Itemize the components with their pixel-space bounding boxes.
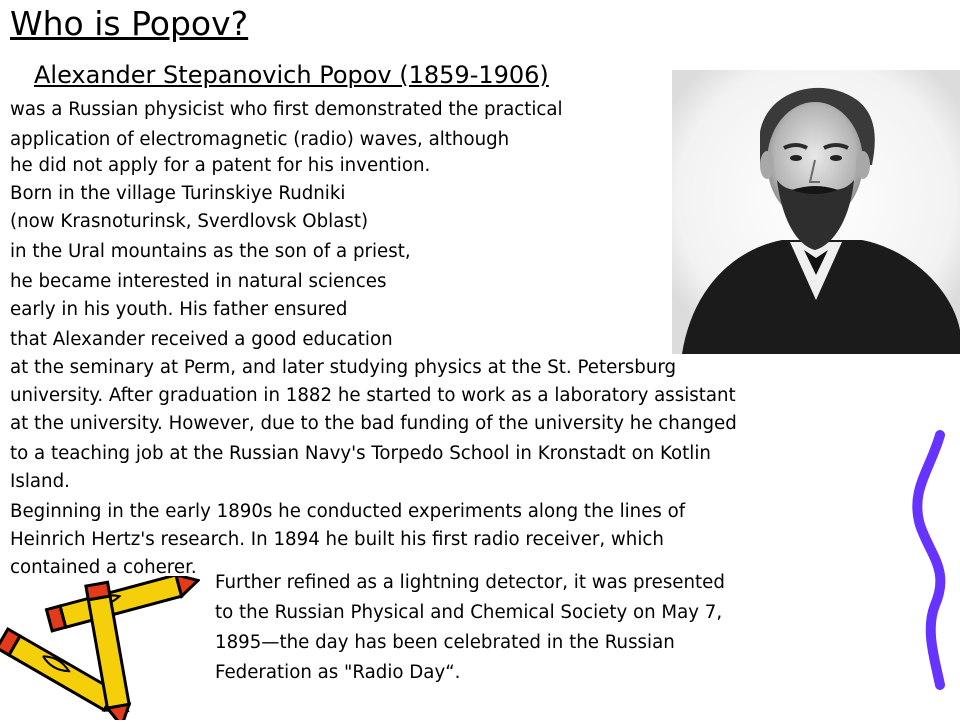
page-title: Who is Popov? <box>10 4 249 43</box>
body-line: application of electromagnetic (radio) waves, although <box>10 129 510 150</box>
body-line: university. After graduation in 1882 he started to work as a laboratory assistant <box>10 385 736 406</box>
note-line: to the Russian Physical and Chemical Society on May 7, <box>215 602 723 623</box>
body-line: that Alexander received a good education <box>10 329 393 350</box>
note-line: Further refined as a lightning detector, it was presented <box>215 572 725 593</box>
body-line: contained a coherer. <box>10 557 197 578</box>
body-line: at the seminary at Perm, and later studying physics at the St. Petersburg <box>10 357 677 378</box>
note-line: Federation as "Radio Day“. <box>215 662 461 683</box>
body-line: he did not apply for a patent for his invention. <box>10 155 431 176</box>
body-line: Beginning in the early 1890s he conducted experiments along the lines of <box>10 501 686 522</box>
body-line: was a Russian physicist who first demonstrated the practical <box>10 99 563 120</box>
purple-squiggle <box>900 430 960 690</box>
body-line: early in his youth. His father ensured <box>10 299 348 320</box>
body-line: (now Krasnoturinsk, Sverdlovsk Oblast) <box>10 211 369 232</box>
body-line: in the Ural mountains as the son of a priest, <box>10 241 411 262</box>
body-line: he became interested in natural sciences <box>10 271 387 292</box>
body-line: Heinrich Hertz's research. In 1894 he built his first radio receiver, which <box>10 529 664 550</box>
portrait-photo <box>672 70 960 354</box>
body-line: to a teaching job at the Russian Navy's Torpedo School in Kronstadt on Kotlin <box>10 443 711 464</box>
body-line: at the university. However, due to the bad funding of the university he changed <box>10 413 737 434</box>
pencils-clipart <box>0 576 200 720</box>
subtitle: Alexander Stepanovich Popov (1859-1906) <box>34 61 549 89</box>
body-line: Island. <box>10 471 70 492</box>
body-line: Born in the village Turinskiye Rudniki <box>10 183 346 204</box>
note-line: 1895—the day has been celebrated in the Russian <box>215 632 675 653</box>
